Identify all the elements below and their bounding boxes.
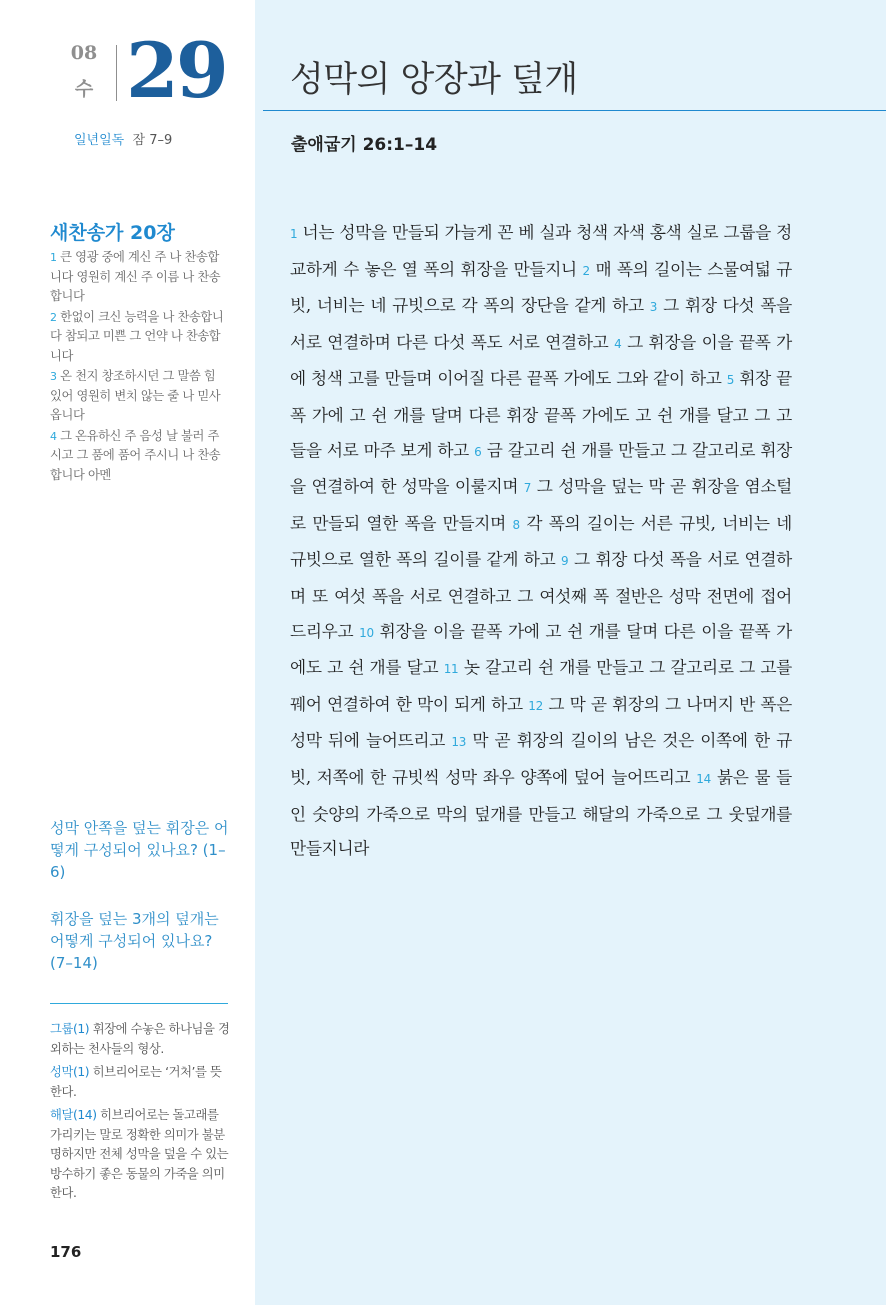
word-note xyxy=(50,1020,230,1059)
verse-number: 12 xyxy=(528,698,543,713)
hymn-verse-text: 큰 영광 중에 계신 주 나 찬송합니다 영원히 계신 주 이름 나 찬송합니다 xyxy=(50,250,221,303)
verse-text: 그 막 곧 휘장의 그 나머지 반 폭은 성막 뒤에 늘어뜨리고 xyxy=(290,693,792,751)
verse-number: 8 xyxy=(512,517,520,532)
hymn-verses xyxy=(50,248,230,486)
date-month: 08 xyxy=(70,42,98,64)
verse-number: 14 xyxy=(696,771,711,786)
verse-number: 1 xyxy=(290,227,298,241)
verse-text: 그 성막을 덮는 막 곧 휘장을 염소털로 만들되 열한 폭을 만들지며 xyxy=(290,476,792,533)
verse-number: 5 xyxy=(726,373,735,388)
word-note xyxy=(50,1063,230,1102)
word-note xyxy=(50,1106,230,1204)
date-divider xyxy=(116,45,117,101)
note-term: 해달(14) xyxy=(50,1108,97,1122)
hymn-verse-text: 한없이 크신 능력을 나 찬송합니다 참되고 미쁜 그 언약 나 찬송합니다 xyxy=(50,309,224,363)
hymn-verse-number: 4 xyxy=(50,429,57,443)
verse-number: 3 xyxy=(649,300,658,315)
verse-text: 막 곧 휘장의 길이의 남은 것은 이쪽에 한 규빗, 저쪽에 한 규빗씩 성막 좌우 양쪽에 덮어 늘어뜨리고 xyxy=(290,730,792,787)
verse-number: 10 xyxy=(359,625,374,640)
question-1: 성막 안쪽을 덮는 휘장은 어떻게 구성되어 있나요? (1–6) xyxy=(50,819,229,881)
hymn-verse-number: 1 xyxy=(50,251,57,264)
hymn-verse xyxy=(50,248,230,307)
page-title: 성막의 앙장과 덮개 xyxy=(290,60,578,100)
title-divider xyxy=(263,110,886,111)
hymn-verse-text: 그 온유하신 주 음성 날 불러 주시고 그 품에 품어 주시니 나 찬송합니다 아멘 xyxy=(50,428,221,482)
verse-text: 휘장을 이을 끝폭 가에 고 쉰 개를 달며 다른 이을 끝폭 가에도 고 쉰 개를 달고 xyxy=(290,620,793,678)
verse-text: 붉은 물 들인 숫양의 가죽으로 막의 덮개를 만들고 해달의 가죽으로 그 웃덮개를 만들지니라 xyxy=(290,766,792,859)
yearly-reading xyxy=(74,129,172,148)
note-term: 성막(1) xyxy=(50,1065,90,1079)
verse-text: 너는 성막을 만들되 가늘게 꼰 베 실과 청색 자색 홍색 실로 그룹을 정교하게 수 놓은 열 폭의 휘장을 만들지니 xyxy=(290,222,792,279)
verse-number: 13 xyxy=(451,735,467,750)
verse-text: 그 휘장을 이을 끝폭 가에 청색 고를 만들며 이어질 다른 끝폭 가에도 그와 같이 하고 xyxy=(290,331,792,389)
verse-number: 9 xyxy=(561,554,569,569)
note-term: 그룹(1) xyxy=(50,1022,90,1036)
notes-divider xyxy=(50,1003,228,1004)
verse-number: 2 xyxy=(582,263,590,278)
date-weekday: 수 xyxy=(74,78,94,100)
hymn-verse-text: 온 천지 창조하시던 그 말씀 힘 있어 영원히 변치 않는 줄 나 믿사옵니다 xyxy=(50,369,221,422)
yearly-reading-passage: 잠 7–9 xyxy=(132,133,173,148)
verse-number: 11 xyxy=(443,662,459,677)
scripture-text xyxy=(290,215,792,866)
verse-number: 6 xyxy=(474,444,482,459)
verse-text: 각 폭의 길이는 서른 규빗, 너비는 네 규빗으로 열한 폭의 길이를 같게 하고 xyxy=(290,512,792,570)
note-text: 휘장에 수놓은 하나님을 경외하는 천사들의 형상. xyxy=(50,1022,230,1056)
hymn-verse xyxy=(50,367,230,426)
verse-text: 그 휘장 다섯 폭을 서로 연결하며 또 여섯 폭을 서로 연결하고 그 여섯째 폭 절반은 성막 전면에 접어 드리우고 xyxy=(290,549,792,641)
passage-reference: 출애굽기 26:1–14 xyxy=(291,135,438,155)
verse-text: 놋 갈고리 쉰 개를 만들고 그 갈고리로 그 고를 꿰어 연결하여 한 막이 되게 하고 xyxy=(290,657,792,714)
note-text: 히브리어로는 돌고래를 가리키는 말로 정확한 의미가 불분명하지만 전체 성막을 덮을 수 있는 방수하기 좋은 동물의 가죽을 의미한다. xyxy=(50,1108,229,1200)
hymn-verse-number: 3 xyxy=(50,370,57,383)
date-day: 29 xyxy=(126,26,226,115)
note-text: 히브리어로는 ‘거처’를 뜻한다. xyxy=(50,1065,222,1099)
hymn-title: 새찬송가 20장 xyxy=(50,222,175,244)
yearly-reading-label: 일년일독 xyxy=(74,133,125,148)
verse-text: 그 휘장 다섯 폭을 서로 연결하며 다른 다섯 폭도 서로 연결하고 xyxy=(290,295,792,352)
hymn-verse-number: 2 xyxy=(50,310,57,324)
verse-text: 휘장 끝폭 가에 고 쉰 개를 달며 다른 휘장 끝폭 가에도 고 쉰 개를 달고 그 고들을 서로 마주 보게 하고 xyxy=(290,368,792,460)
page-number: 176 xyxy=(50,1243,82,1261)
question-2: 휘장을 덮는 3개의 덮개는 어떻게 구성되어 있나요? (7–14) xyxy=(50,910,219,972)
verse-text: 매 폭의 길이는 스물여덟 규빗, 너비는 네 규빗으로 각 폭의 장단을 같게 하고 xyxy=(290,258,792,316)
hymn-verse xyxy=(50,427,230,486)
word-notes xyxy=(50,1020,230,1208)
sidebar xyxy=(0,0,255,1305)
hymn-verse xyxy=(50,308,230,367)
verse-text: 금 갈고리 쉰 개를 만들고 그 갈고리로 휘장을 연결하여 한 성막을 이룰지며 xyxy=(290,439,792,497)
verse-number: 7 xyxy=(523,481,532,496)
verse-number: 4 xyxy=(614,336,622,351)
